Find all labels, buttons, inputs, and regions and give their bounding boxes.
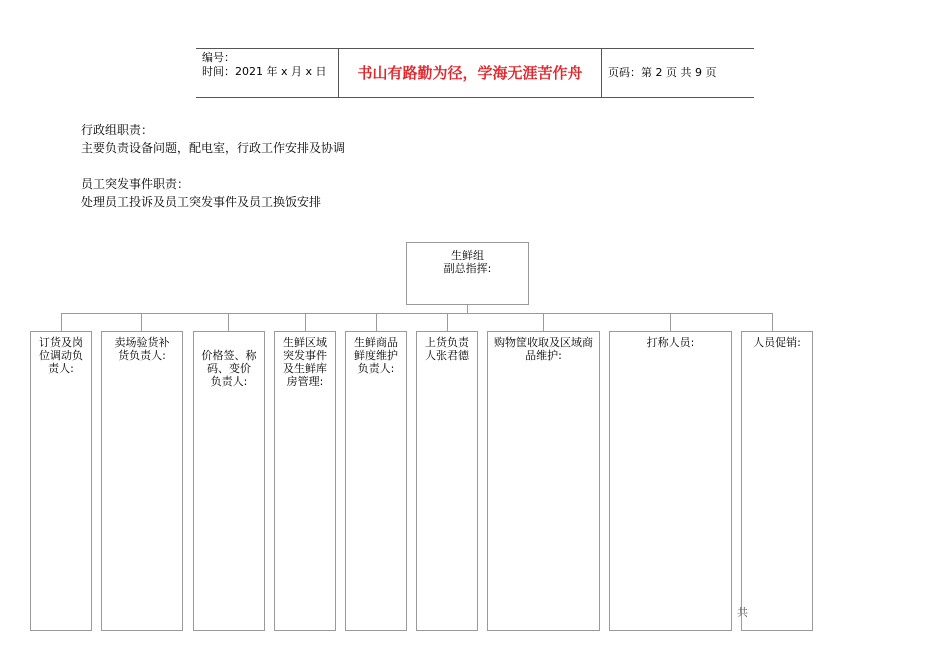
org-child-label: 价格签、称码、变价 负责人: [201,349,257,388]
connector-line [61,313,62,331]
org-child-label: 生鲜区域突发事件及生鲜库房管理: [283,336,327,388]
connector-line [543,313,544,331]
org-child-box [30,331,92,631]
emergency-title: 员工突发事件职责： [81,177,190,191]
org-child-box [487,331,600,631]
connector-line [61,313,772,314]
org-child-box [609,331,732,631]
org-child-box [274,331,336,631]
page-number: 页码：第 2 页 共 9 页 [608,66,717,79]
org-child-box [193,331,265,631]
connector-line [670,313,671,331]
admin-body: 主要负责设备问题，配电室，行政工作安排及协调 [81,141,346,155]
header-motto: 书山有路勤为径，学海无涯苦作舟 [357,64,583,82]
connector-line [141,313,142,331]
org-child-label: 打称人员: [646,336,695,349]
connector-line [467,305,468,313]
emergency-body: 处理员工投诉及员工突发事件及员工换饭安排 [81,195,322,209]
number-label: 编号： [202,51,235,64]
footer-fragment: 共 [737,606,748,619]
header-meta [202,51,327,79]
org-child-label: 生鲜商品鲜度维护负责人: [354,336,398,375]
org-child-box [345,331,407,631]
org-child-label: 上货负责人张君德 [425,336,469,362]
time-label: 时间：2021 年 x 月 x 日 [202,65,327,78]
org-child-label: 订货及岗位调动负责人: [39,336,83,375]
connector-line [376,313,377,331]
page-header [196,48,754,98]
header-divider [601,49,602,97]
connector-line [305,313,306,331]
org-child-box [101,331,183,631]
org-root-name: 生鲜组 [451,249,484,262]
org-child-label: 卖场验货补货负责人: [114,336,170,362]
connector-line [772,313,773,331]
connector-line [447,313,448,331]
org-child-box [741,331,813,631]
org-root-box [406,242,529,305]
org-root-role: 副总指挥: [443,262,492,275]
org-child-box [416,331,478,631]
admin-section [81,121,345,157]
org-child-label: 购物筐收取及区域商品维护: [494,336,593,362]
emergency-section [81,175,321,211]
admin-title: 行政组职责： [81,123,154,137]
connector-line [228,313,229,331]
org-child-label: 人员促销: [753,336,801,349]
